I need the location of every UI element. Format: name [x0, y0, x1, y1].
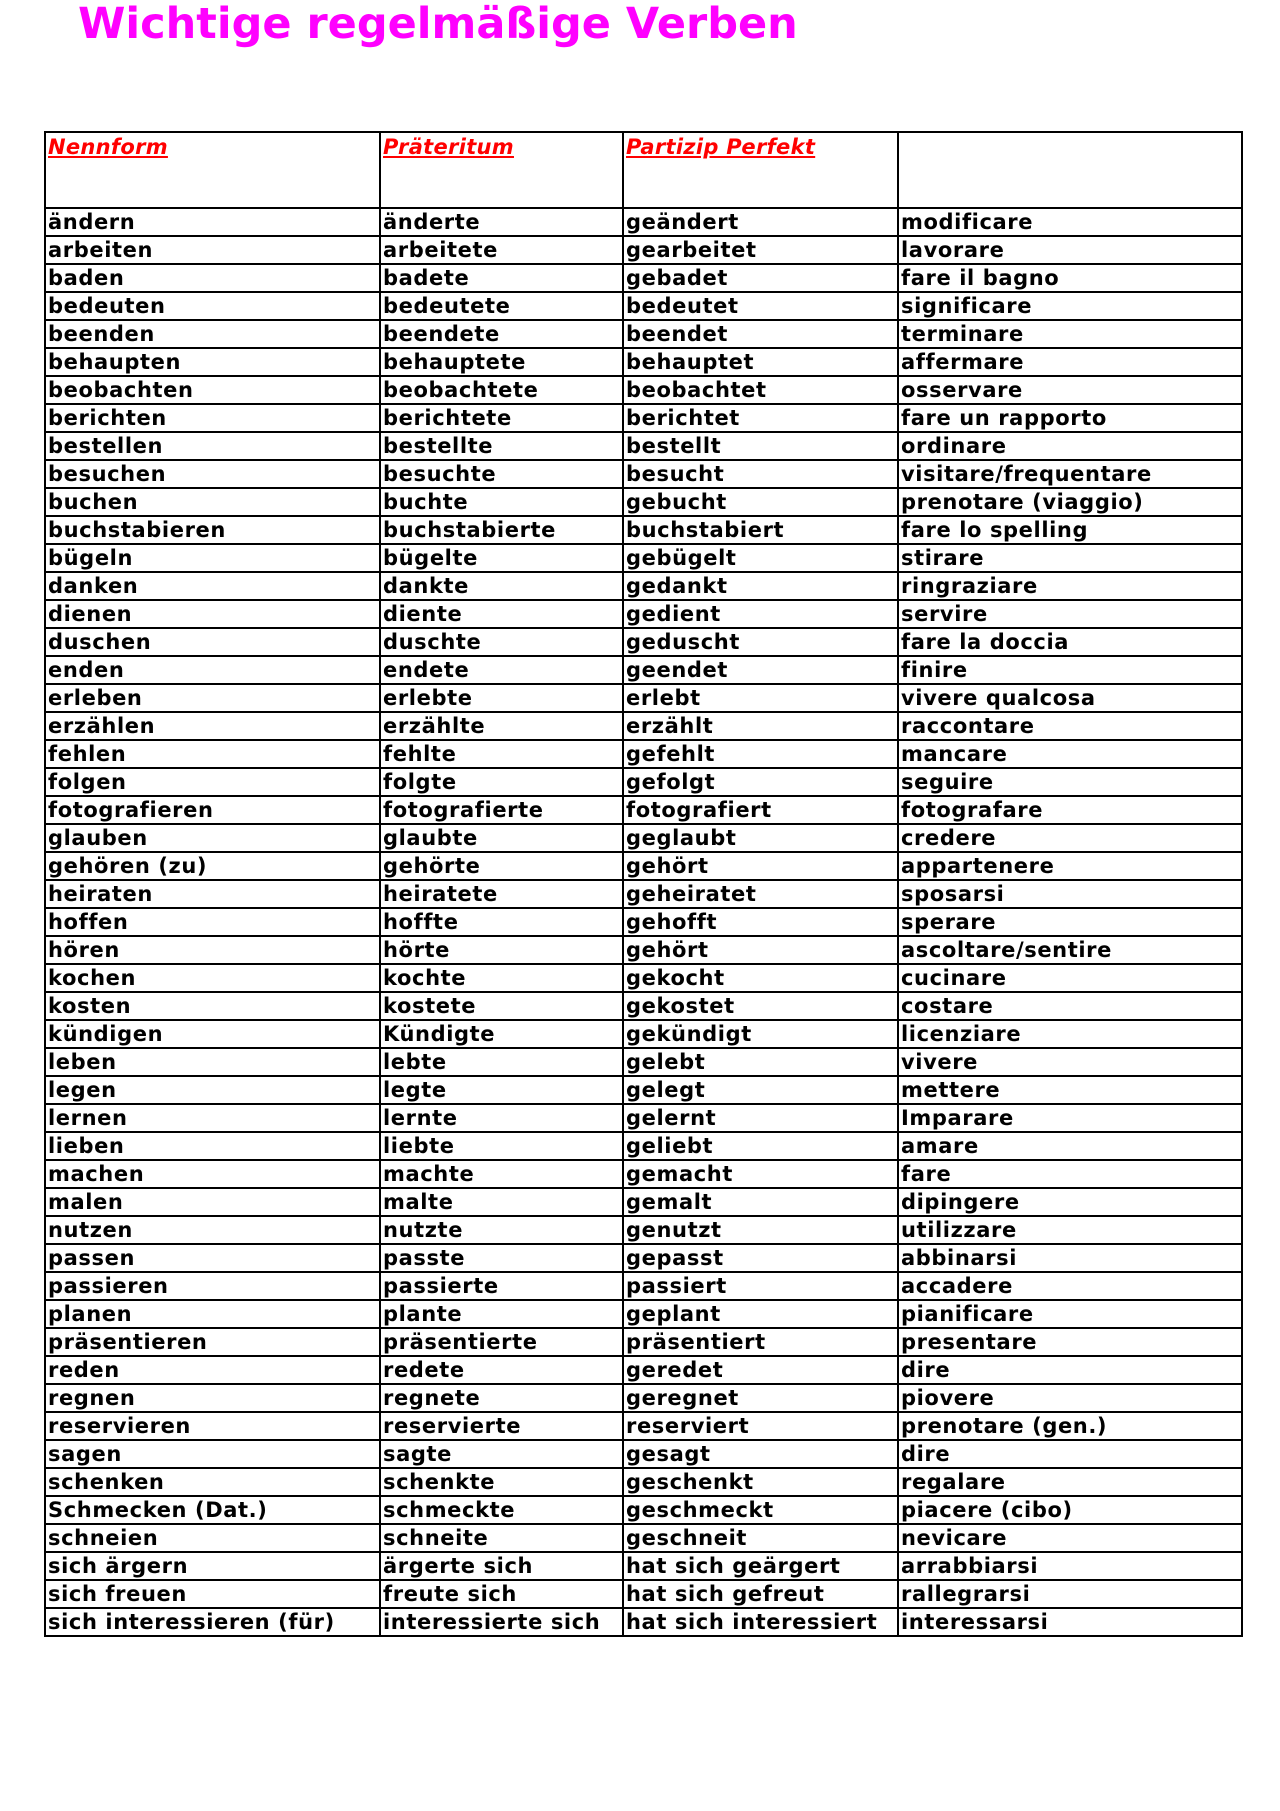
nennform-cell: leben: [45, 1048, 380, 1076]
table-row: [45, 292, 1242, 320]
nennform-cell: bügeln: [45, 544, 380, 572]
translation-cell: fare lo spelling: [898, 516, 1242, 544]
praeteritum-cell: sagte: [380, 1440, 623, 1468]
translation-cell: modificare: [898, 208, 1242, 236]
nennform-cell: reden: [45, 1356, 380, 1384]
table-row: [45, 1188, 1242, 1216]
nennform-cell: glauben: [45, 824, 380, 852]
nennform-cell: lieben: [45, 1132, 380, 1160]
table-row: [45, 264, 1242, 292]
table-row: [45, 992, 1242, 1020]
nennform-cell: buchen: [45, 488, 380, 516]
table-row: [45, 320, 1242, 348]
partizip-cell: erzählt: [623, 712, 898, 740]
table-row: [45, 544, 1242, 572]
translation-cell: appartenere: [898, 852, 1242, 880]
translation-cell: presentare: [898, 1328, 1242, 1356]
nennform-cell: Schmecken (Dat.): [45, 1496, 380, 1524]
table-row: [45, 460, 1242, 488]
praeteritum-cell: duschte: [380, 628, 623, 656]
table-row: [45, 1076, 1242, 1104]
table-row: [45, 712, 1242, 740]
table-row: [45, 656, 1242, 684]
nennform-cell: nutzen: [45, 1216, 380, 1244]
nennform-cell: berichten: [45, 404, 380, 432]
nennform-cell: machen: [45, 1160, 380, 1188]
partizip-cell: gehört: [623, 852, 898, 880]
nennform-cell: planen: [45, 1300, 380, 1328]
nennform-cell: sagen: [45, 1440, 380, 1468]
table-row: [45, 1524, 1242, 1552]
table-row: [45, 572, 1242, 600]
table-row: [45, 488, 1242, 516]
translation-cell: dipingere: [898, 1188, 1242, 1216]
translation-cell: mancare: [898, 740, 1242, 768]
nennform-cell: behaupten: [45, 348, 380, 376]
praeteritum-cell: arbeitete: [380, 236, 623, 264]
partizip-cell: gemacht: [623, 1160, 898, 1188]
praeteritum-cell: nutzte: [380, 1216, 623, 1244]
translation-cell: fare: [898, 1160, 1242, 1188]
nennform-cell: lernen: [45, 1104, 380, 1132]
nennform-cell: legen: [45, 1076, 380, 1104]
table-row: [45, 684, 1242, 712]
partizip-cell: geschenkt: [623, 1468, 898, 1496]
partizip-cell: gehört: [623, 936, 898, 964]
table-row: [45, 852, 1242, 880]
partizip-cell: gekocht: [623, 964, 898, 992]
nennform-cell: arbeiten: [45, 236, 380, 264]
praeteritum-cell: legte: [380, 1076, 623, 1104]
nennform-cell: beobachten: [45, 376, 380, 404]
partizip-cell: gebadet: [623, 264, 898, 292]
praeteritum-cell: machte: [380, 1160, 623, 1188]
nennform-cell: hoffen: [45, 908, 380, 936]
nennform-cell: fotografieren: [45, 796, 380, 824]
header-nennform: Nennform: [45, 132, 380, 208]
nennform-cell: regnen: [45, 1384, 380, 1412]
table-row: [45, 600, 1242, 628]
table-row: [45, 236, 1242, 264]
praeteritum-cell: buchstabierte: [380, 516, 623, 544]
translation-cell: fotografare: [898, 796, 1242, 824]
translation-cell: Imparare: [898, 1104, 1242, 1132]
praeteritum-cell: erlebte: [380, 684, 623, 712]
nennform-cell: bestellen: [45, 432, 380, 460]
table-row: [45, 1496, 1242, 1524]
praeteritum-cell: bedeutete: [380, 292, 623, 320]
translation-cell: ringraziare: [898, 572, 1242, 600]
partizip-cell: geschneit: [623, 1524, 898, 1552]
table-row: [45, 880, 1242, 908]
table-row: [45, 404, 1242, 432]
praeteritum-cell: endete: [380, 656, 623, 684]
praeteritum-cell: fotografierte: [380, 796, 623, 824]
partizip-cell: hat sich interessiert: [623, 1608, 898, 1636]
praeteritum-cell: regnete: [380, 1384, 623, 1412]
translation-cell: ordinare: [898, 432, 1242, 460]
nennform-cell: fehlen: [45, 740, 380, 768]
praeteritum-cell: Kündigte: [380, 1020, 623, 1048]
table-row: [45, 1300, 1242, 1328]
partizip-cell: gearbeitet: [623, 236, 898, 264]
praeteritum-cell: besuchte: [380, 460, 623, 488]
translation-cell: accadere: [898, 1272, 1242, 1300]
nennform-cell: buchstabieren: [45, 516, 380, 544]
partizip-cell: gefehlt: [623, 740, 898, 768]
translation-cell: piovere: [898, 1384, 1242, 1412]
praeteritum-cell: bestellte: [380, 432, 623, 460]
nennform-cell: präsentieren: [45, 1328, 380, 1356]
praeteritum-cell: beobachtete: [380, 376, 623, 404]
praeteritum-cell: glaubte: [380, 824, 623, 852]
partizip-cell: bedeutet: [623, 292, 898, 320]
praeteritum-cell: schmeckte: [380, 1496, 623, 1524]
table-row: [45, 1552, 1242, 1580]
nennform-cell: bedeuten: [45, 292, 380, 320]
nennform-cell: sich freuen: [45, 1580, 380, 1608]
translation-cell: sperare: [898, 908, 1242, 936]
nennform-cell: sich ärgern: [45, 1552, 380, 1580]
translation-cell: abbinarsi: [898, 1244, 1242, 1272]
translation-cell: fare la doccia: [898, 628, 1242, 656]
praeteritum-cell: hoffte: [380, 908, 623, 936]
praeteritum-cell: reservierte: [380, 1412, 623, 1440]
table-row: [45, 1328, 1242, 1356]
partizip-cell: buchstabiert: [623, 516, 898, 544]
praeteritum-cell: malte: [380, 1188, 623, 1216]
nennform-cell: heiraten: [45, 880, 380, 908]
partizip-cell: geglaubt: [623, 824, 898, 852]
table-row: [45, 516, 1242, 544]
praeteritum-cell: folgte: [380, 768, 623, 796]
translation-cell: seguire: [898, 768, 1242, 796]
partizip-cell: geduscht: [623, 628, 898, 656]
table-row: [45, 740, 1242, 768]
translation-cell: arrabbiarsi: [898, 1552, 1242, 1580]
translation-cell: rallegrarsi: [898, 1580, 1242, 1608]
table-row: [45, 628, 1242, 656]
table-row: [45, 1356, 1242, 1384]
praeteritum-cell: buchte: [380, 488, 623, 516]
translation-cell: regalare: [898, 1468, 1242, 1496]
translation-cell: raccontare: [898, 712, 1242, 740]
praeteritum-cell: interessierte sich: [380, 1608, 623, 1636]
praeteritum-cell: schneite: [380, 1524, 623, 1552]
partizip-cell: behauptet: [623, 348, 898, 376]
partizip-cell: reserviert: [623, 1412, 898, 1440]
translation-cell: visitare/frequentare: [898, 460, 1242, 488]
verb-table: [44, 131, 1243, 1637]
partizip-cell: gehofft: [623, 908, 898, 936]
partizip-cell: gebügelt: [623, 544, 898, 572]
nennform-cell: malen: [45, 1188, 380, 1216]
translation-cell: affermare: [898, 348, 1242, 376]
translation-cell: pianificare: [898, 1300, 1242, 1328]
table-row: [45, 1412, 1242, 1440]
table-row: [45, 1132, 1242, 1160]
praeteritum-cell: lernte: [380, 1104, 623, 1132]
translation-cell: sposarsi: [898, 880, 1242, 908]
translation-cell: osservare: [898, 376, 1242, 404]
praeteritum-cell: gehörte: [380, 852, 623, 880]
praeteritum-cell: änderte: [380, 208, 623, 236]
partizip-cell: fotografiert: [623, 796, 898, 824]
translation-cell: amare: [898, 1132, 1242, 1160]
praeteritum-cell: diente: [380, 600, 623, 628]
translation-cell: finire: [898, 656, 1242, 684]
praeteritum-cell: berichtete: [380, 404, 623, 432]
partizip-cell: geheiratet: [623, 880, 898, 908]
partizip-cell: gelebt: [623, 1048, 898, 1076]
partizip-cell: geändert: [623, 208, 898, 236]
header-row: [45, 132, 1242, 208]
table-row: [45, 1048, 1242, 1076]
praeteritum-cell: beendete: [380, 320, 623, 348]
translation-cell: piacere (cibo): [898, 1496, 1242, 1524]
praeteritum-cell: badete: [380, 264, 623, 292]
table-row: [45, 432, 1242, 460]
partizip-cell: gekündigt: [623, 1020, 898, 1048]
table-row: [45, 1216, 1242, 1244]
table-row: [45, 1580, 1242, 1608]
partizip-cell: geendet: [623, 656, 898, 684]
partizip-cell: beendet: [623, 320, 898, 348]
translation-cell: vivere: [898, 1048, 1242, 1076]
table-row: [45, 1468, 1242, 1496]
nennform-cell: besuchen: [45, 460, 380, 488]
partizip-cell: gesagt: [623, 1440, 898, 1468]
table-row: [45, 1020, 1242, 1048]
partizip-cell: gebucht: [623, 488, 898, 516]
partizip-cell: genutzt: [623, 1216, 898, 1244]
table-row: [45, 1608, 1242, 1636]
translation-cell: interessarsi: [898, 1608, 1242, 1636]
header-translation: [898, 132, 1242, 208]
table-row: [45, 768, 1242, 796]
partizip-cell: erlebt: [623, 684, 898, 712]
partizip-cell: berichtet: [623, 404, 898, 432]
nennform-cell: erzählen: [45, 712, 380, 740]
translation-cell: vivere qualcosa: [898, 684, 1242, 712]
praeteritum-cell: heiratete: [380, 880, 623, 908]
praeteritum-cell: kochte: [380, 964, 623, 992]
table-row: [45, 964, 1242, 992]
translation-cell: cucinare: [898, 964, 1242, 992]
nennform-cell: ändern: [45, 208, 380, 236]
praeteritum-cell: lebte: [380, 1048, 623, 1076]
nennform-cell: baden: [45, 264, 380, 292]
praeteritum-cell: hörte: [380, 936, 623, 964]
praeteritum-cell: plante: [380, 1300, 623, 1328]
translation-cell: costare: [898, 992, 1242, 1020]
translation-cell: dire: [898, 1356, 1242, 1384]
nennform-cell: kochen: [45, 964, 380, 992]
table-row: [45, 208, 1242, 236]
partizip-cell: geplant: [623, 1300, 898, 1328]
praeteritum-cell: dankte: [380, 572, 623, 600]
partizip-cell: geliebt: [623, 1132, 898, 1160]
header-praeteritum: Präteritum: [380, 132, 623, 208]
translation-cell: terminare: [898, 320, 1242, 348]
partizip-cell: bestellt: [623, 432, 898, 460]
verb-rows: [45, 208, 1242, 1636]
partizip-cell: gekostet: [623, 992, 898, 1020]
translation-cell: servire: [898, 600, 1242, 628]
partizip-cell: gefolgt: [623, 768, 898, 796]
table-row: [45, 824, 1242, 852]
praeteritum-cell: redete: [380, 1356, 623, 1384]
table-row: [45, 908, 1242, 936]
translation-cell: dire: [898, 1440, 1242, 1468]
nennform-cell: reservieren: [45, 1412, 380, 1440]
nennform-cell: duschen: [45, 628, 380, 656]
praeteritum-cell: kostete: [380, 992, 623, 1020]
partizip-cell: besucht: [623, 460, 898, 488]
table-row: [45, 796, 1242, 824]
nennform-cell: hören: [45, 936, 380, 964]
nennform-cell: sich interessieren (für): [45, 1608, 380, 1636]
translation-cell: mettere: [898, 1076, 1242, 1104]
nennform-cell: passieren: [45, 1272, 380, 1300]
partizip-cell: hat sich gefreut: [623, 1580, 898, 1608]
praeteritum-cell: behauptete: [380, 348, 623, 376]
partizip-cell: gemalt: [623, 1188, 898, 1216]
praeteritum-cell: passierte: [380, 1272, 623, 1300]
partizip-cell: beobachtet: [623, 376, 898, 404]
nennform-cell: folgen: [45, 768, 380, 796]
partizip-cell: gedient: [623, 600, 898, 628]
translation-cell: lavorare: [898, 236, 1242, 264]
translation-cell: prenotare (viaggio): [898, 488, 1242, 516]
nennform-cell: beenden: [45, 320, 380, 348]
nennform-cell: erleben: [45, 684, 380, 712]
praeteritum-cell: fehlte: [380, 740, 623, 768]
praeteritum-cell: liebte: [380, 1132, 623, 1160]
partizip-cell: gelegt: [623, 1076, 898, 1104]
translation-cell: fare un rapporto: [898, 404, 1242, 432]
nennform-cell: schneien: [45, 1524, 380, 1552]
table-row: [45, 1160, 1242, 1188]
nennform-cell: kündigen: [45, 1020, 380, 1048]
partizip-cell: passiert: [623, 1272, 898, 1300]
praeteritum-cell: erzählte: [380, 712, 623, 740]
table-row: [45, 1104, 1242, 1132]
partizip-cell: geschmeckt: [623, 1496, 898, 1524]
praeteritum-cell: ärgerte sich: [380, 1552, 623, 1580]
translation-cell: utilizzare: [898, 1216, 1242, 1244]
translation-cell: credere: [898, 824, 1242, 852]
partizip-cell: gelernt: [623, 1104, 898, 1132]
partizip-cell: geregnet: [623, 1384, 898, 1412]
table-row: [45, 1384, 1242, 1412]
praeteritum-cell: schenkte: [380, 1468, 623, 1496]
page-title: Wichtige regelmäßige Verben: [78, 0, 798, 49]
translation-cell: nevicare: [898, 1524, 1242, 1552]
nennform-cell: passen: [45, 1244, 380, 1272]
partizip-cell: präsentiert: [623, 1328, 898, 1356]
translation-cell: prenotare (gen.): [898, 1412, 1242, 1440]
table-row: [45, 1272, 1242, 1300]
praeteritum-cell: bügelte: [380, 544, 623, 572]
partizip-cell: hat sich geärgert: [623, 1552, 898, 1580]
translation-cell: licenziare: [898, 1020, 1242, 1048]
nennform-cell: dienen: [45, 600, 380, 628]
translation-cell: fare il bagno: [898, 264, 1242, 292]
praeteritum-cell: freute sich: [380, 1580, 623, 1608]
nennform-cell: kosten: [45, 992, 380, 1020]
partizip-cell: gepasst: [623, 1244, 898, 1272]
header-partizip-perfekt: Partizip Perfekt: [623, 132, 898, 208]
praeteritum-cell: passte: [380, 1244, 623, 1272]
table-row: [45, 1440, 1242, 1468]
translation-cell: ascoltare/sentire: [898, 936, 1242, 964]
table-row: [45, 1244, 1242, 1272]
nennform-cell: danken: [45, 572, 380, 600]
partizip-cell: gedankt: [623, 572, 898, 600]
table-row: [45, 348, 1242, 376]
translation-cell: significare: [898, 292, 1242, 320]
nennform-cell: schenken: [45, 1468, 380, 1496]
translation-cell: stirare: [898, 544, 1242, 572]
partizip-cell: geredet: [623, 1356, 898, 1384]
praeteritum-cell: präsentierte: [380, 1328, 623, 1356]
table-row: [45, 376, 1242, 404]
nennform-cell: gehören (zu): [45, 852, 380, 880]
table-row: [45, 936, 1242, 964]
nennform-cell: enden: [45, 656, 380, 684]
